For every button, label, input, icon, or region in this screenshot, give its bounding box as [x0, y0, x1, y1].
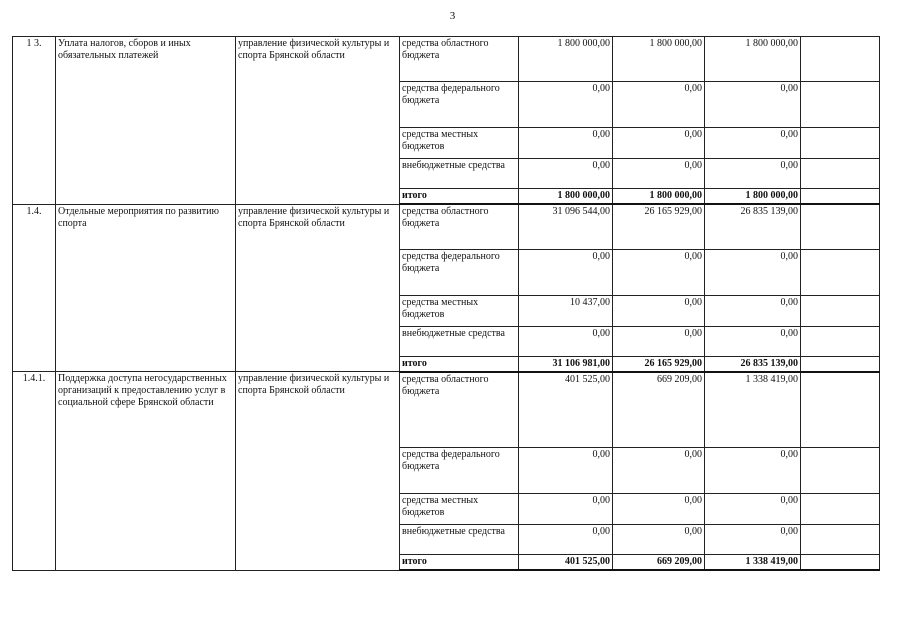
empty-cell — [801, 356, 880, 372]
amount-col-3: 0,00 — [705, 82, 801, 128]
amount-col-1: 1 800 000,00 — [519, 37, 613, 82]
empty-cell — [801, 372, 880, 448]
section-code: 1.4.1. — [13, 372, 56, 571]
amount-col-1: 10 437,00 — [519, 295, 613, 326]
amount-col-1: 31 096 544,00 — [519, 204, 613, 249]
amount-col-2: 0,00 — [613, 82, 705, 128]
amount-col-3: 0,00 — [705, 249, 801, 295]
amount-col-1: 31 106 981,00 — [519, 356, 613, 372]
funding-source: средства федерального бюджета — [400, 448, 519, 494]
funding-source: средства областного бюджета — [400, 37, 519, 82]
section-name: Уплата налогов, сборов и иных обязательных платежей — [56, 37, 236, 205]
empty-cell — [801, 249, 880, 295]
amount-col-1: 0,00 — [519, 82, 613, 128]
funding-source: средства федерального бюджета — [400, 249, 519, 295]
empty-cell — [801, 37, 880, 82]
amount-col-3: 0,00 — [705, 448, 801, 494]
funding-source: средства областного бюджета — [400, 372, 519, 448]
empty-cell — [801, 82, 880, 128]
amount-col-3: 0,00 — [705, 326, 801, 356]
section-code: 1.4. — [13, 204, 56, 372]
empty-cell — [801, 128, 880, 159]
amount-col-3: 0,00 — [705, 525, 801, 555]
empty-cell — [801, 326, 880, 356]
empty-cell — [801, 204, 880, 249]
amount-col-3: 0,00 — [705, 159, 801, 189]
empty-cell — [801, 295, 880, 326]
budget-table — [12, 36, 880, 571]
section-executor: управление физической культуры и спорта Брянской области — [236, 372, 400, 571]
funding-source: средства федерального бюджета — [400, 82, 519, 128]
table-row — [13, 204, 880, 249]
amount-col-2: 0,00 — [613, 249, 705, 295]
amount-col-1: 0,00 — [519, 159, 613, 189]
amount-col-1: 401 525,00 — [519, 372, 613, 448]
funding-source: итого — [400, 189, 519, 205]
amount-col-3: 26 835 139,00 — [705, 204, 801, 249]
amount-col-3: 1 338 419,00 — [705, 372, 801, 448]
section-name: Поддержка доступа негосударственных организаций к предоставлению услуг в социальной сфере Брянской области — [56, 372, 236, 571]
funding-source: средства местных бюджетов — [400, 494, 519, 525]
amount-col-3: 0,00 — [705, 494, 801, 525]
amount-col-1: 0,00 — [519, 326, 613, 356]
amount-col-2: 26 165 929,00 — [613, 204, 705, 249]
amount-col-3: 26 835 139,00 — [705, 356, 801, 372]
amount-col-3: 1 800 000,00 — [705, 37, 801, 82]
page-number: 3 — [449, 10, 456, 22]
amount-col-3: 1 800 000,00 — [705, 189, 801, 205]
amount-col-2: 26 165 929,00 — [613, 356, 705, 372]
amount-col-2: 1 800 000,00 — [613, 189, 705, 205]
empty-cell — [801, 189, 880, 205]
amount-col-1: 0,00 — [519, 448, 613, 494]
amount-col-1: 0,00 — [519, 525, 613, 555]
empty-cell — [801, 525, 880, 555]
section-executor: управление физической культуры и спорта Брянской области — [236, 204, 400, 372]
amount-col-1: 1 800 000,00 — [519, 189, 613, 205]
funding-source: итого — [400, 356, 519, 372]
amount-col-1: 0,00 — [519, 494, 613, 525]
table-row — [13, 372, 880, 448]
funding-source: итого — [400, 555, 519, 571]
funding-source: средства местных бюджетов — [400, 295, 519, 326]
funding-source: внебюджетные средства — [400, 525, 519, 555]
section-executor: управление физической культуры и спорта Брянской области — [236, 37, 400, 205]
section-code: 1 3. — [13, 37, 56, 205]
amount-col-3: 0,00 — [705, 295, 801, 326]
table-row — [13, 37, 880, 82]
amount-col-1: 0,00 — [519, 249, 613, 295]
amount-col-2: 0,00 — [613, 295, 705, 326]
amount-col-2: 0,00 — [613, 525, 705, 555]
amount-col-2: 0,00 — [613, 494, 705, 525]
section-name: Отдельные мероприятия по развитию спорта — [56, 204, 236, 372]
empty-cell — [801, 448, 880, 494]
amount-col-2: 0,00 — [613, 326, 705, 356]
amount-col-3: 0,00 — [705, 128, 801, 159]
amount-col-2: 669 209,00 — [613, 372, 705, 448]
amount-col-2: 0,00 — [613, 159, 705, 189]
amount-col-2: 1 800 000,00 — [613, 37, 705, 82]
funding-source: внебюджетные средства — [400, 159, 519, 189]
empty-cell — [801, 494, 880, 525]
empty-cell — [801, 159, 880, 189]
funding-source: средства областного бюджета — [400, 204, 519, 249]
funding-source: внебюджетные средства — [400, 326, 519, 356]
amount-col-1: 401 525,00 — [519, 555, 613, 571]
amount-col-2: 669 209,00 — [613, 555, 705, 571]
amount-col-1: 0,00 — [519, 128, 613, 159]
empty-cell — [801, 555, 880, 571]
amount-col-2: 0,00 — [613, 448, 705, 494]
funding-source: средства местных бюджетов — [400, 128, 519, 159]
amount-col-2: 0,00 — [613, 128, 705, 159]
amount-col-3: 1 338 419,00 — [705, 555, 801, 571]
